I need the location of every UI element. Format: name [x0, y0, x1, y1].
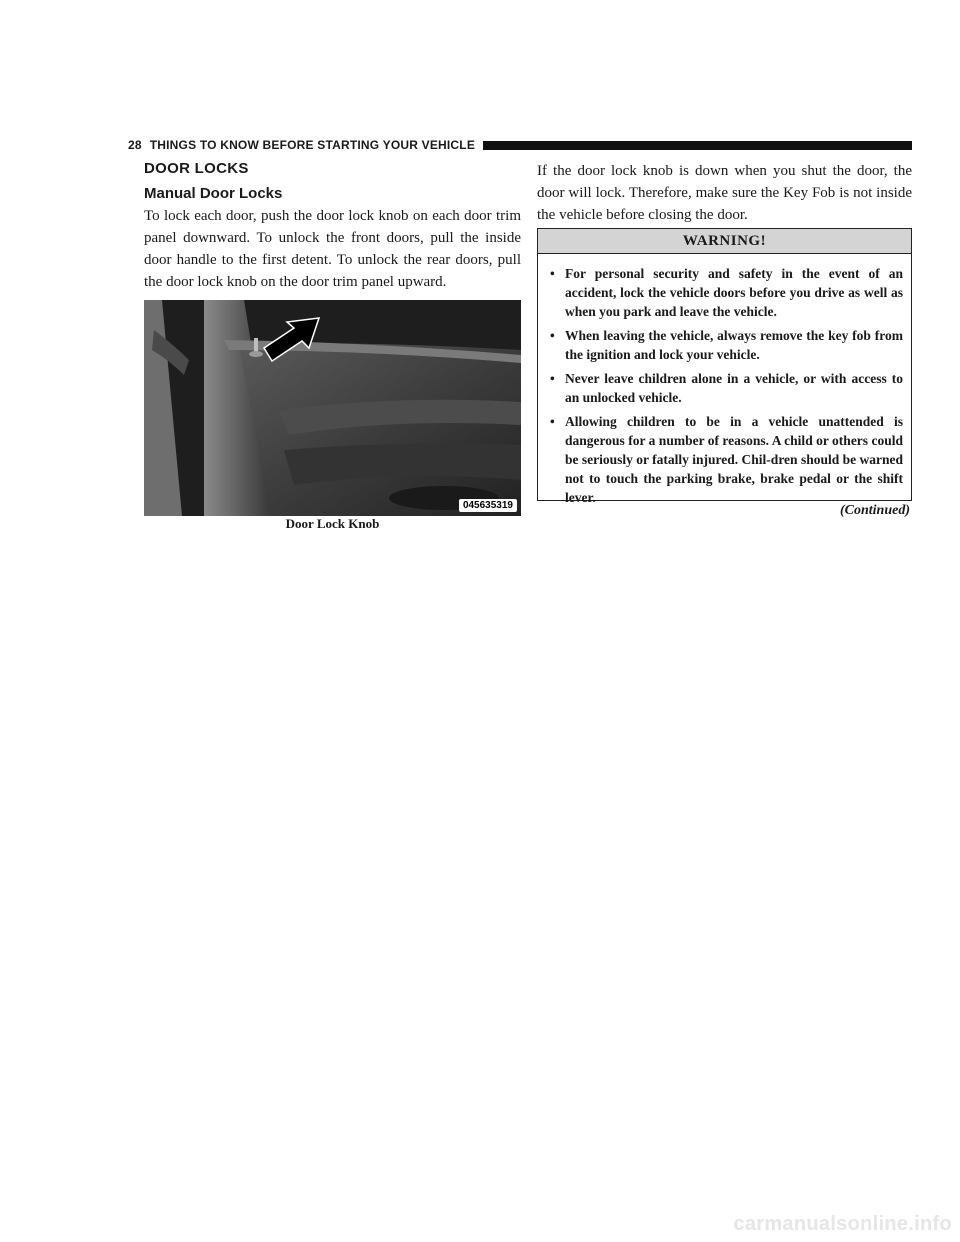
section-title: DOOR LOCKS — [144, 160, 249, 177]
watermark: carmanualsonline.info — [733, 1213, 952, 1235]
figure-code: 045635319 — [459, 499, 517, 512]
warning-item: • When leaving the vehicle, always remove the key fob from the ignition and lock your vehicle. — [550, 328, 903, 362]
bullet-icon: • — [550, 414, 555, 429]
door-lock-figure — [144, 300, 521, 516]
page-number: 28 — [128, 138, 142, 152]
running-header — [128, 136, 912, 154]
figure-caption: Door Lock Knob — [285, 516, 380, 531]
bullet-icon: • — [550, 328, 555, 343]
bullet-icon: • — [550, 371, 555, 386]
body-paragraph-right: If the door lock knob is down when you shut the door, the door will lock. Therefore, make sure the Key Fob is not inside the vehicle before closing the door. — [537, 163, 912, 223]
left-column — [144, 160, 521, 293]
warning-item: • For personal security and safety in the event of an accident, lock the vehicle doors before you drive as well as when you park and leave the vehicle. — [550, 266, 903, 319]
subsection-title: Manual Door Locks — [144, 185, 283, 202]
right-column — [537, 160, 912, 226]
warning-item: • Never leave children alone in a vehicle, or with access to an unlocked vehicle. — [550, 371, 903, 405]
header-rule — [483, 141, 912, 150]
warning-item: • Allowing children to be in a vehicle unattended is dangerous for a number of reasons. A child or others could be seriously or fatally injured. Chil-dren should be warned not to touch the parking brake, brake pedal or the shift lever. — [550, 414, 903, 505]
warning-box — [537, 228, 912, 505]
door-interior-illustration — [144, 300, 521, 516]
body-paragraph-left: To lock each door, push the door lock knob on each door trim panel downward. To unlock the front doors, pull the inside door handle to the first detent. To unlock the rear doors, pull the door lock knob on the door trim panel upward. — [144, 208, 521, 290]
bullet-icon: • — [550, 266, 555, 281]
warning-list — [538, 254, 911, 507]
header-title: THINGS TO KNOW BEFORE STARTING YOUR VEHICLE — [149, 138, 476, 152]
continued-label: (Continued) — [839, 503, 910, 518]
warning-title: WARNING! — [538, 229, 911, 254]
